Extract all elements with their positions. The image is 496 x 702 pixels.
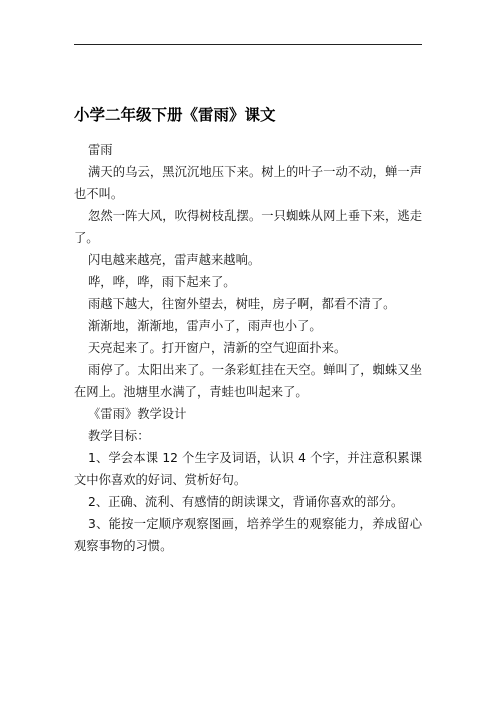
paragraph-objectives-heading: 教学目标： xyxy=(88,429,150,443)
paragraph: 天亮起来了。打开窗户，清新的空气迎面扑来。 xyxy=(88,341,347,355)
paragraph: 雨停了。太阳出来了。一条彩虹挂在天空。蝉叫了，蜘蛛又坐在网上。池塘里水满了，青蛙也叫起来了。 xyxy=(74,363,422,399)
header-rule xyxy=(74,44,422,45)
paragraph: 忽然一阵大风，吹得树枝乱摆。一只蜘蛛从网上垂下来，逃走了。 xyxy=(74,209,422,245)
paragraph-objective: 1、学会本课 12 个生字及词语，认识 4 个字，并注意积累课文中你喜欢的好词、赏析好句。 xyxy=(74,451,422,487)
paragraph-lesson-heading: 雷雨 xyxy=(88,143,113,157)
paragraph: 渐渐地，渐渐地，雷声小了，雨声也小了。 xyxy=(88,319,322,333)
paragraph-objective: 3、能按一定顺序观察图画，培养学生的观察能力，养成留心观察事物的习惯。 xyxy=(74,517,422,553)
paragraph: 雨越下越大，往窗外望去，树哇，房子啊，都看不清了。 xyxy=(88,297,396,311)
paragraph-objective: 2、正确、流利、有感情的朗读课文，背诵你喜欢的部分。 xyxy=(88,495,404,509)
document-body xyxy=(74,139,422,557)
document-title: 小学二年级下册《雷雨》课文 xyxy=(74,106,276,124)
paragraph: 满天的乌云，黑沉沉地压下来。树上的叶子一动不动，蝉一声也不叫。 xyxy=(74,165,422,201)
paragraph-section-heading: 《雷雨》教学设计 xyxy=(88,407,187,421)
paragraph: 闪电越来越亮，雷声越来越响。 xyxy=(88,253,261,267)
paragraph: 哗，哗，哗，雨下起来了。 xyxy=(88,275,236,289)
